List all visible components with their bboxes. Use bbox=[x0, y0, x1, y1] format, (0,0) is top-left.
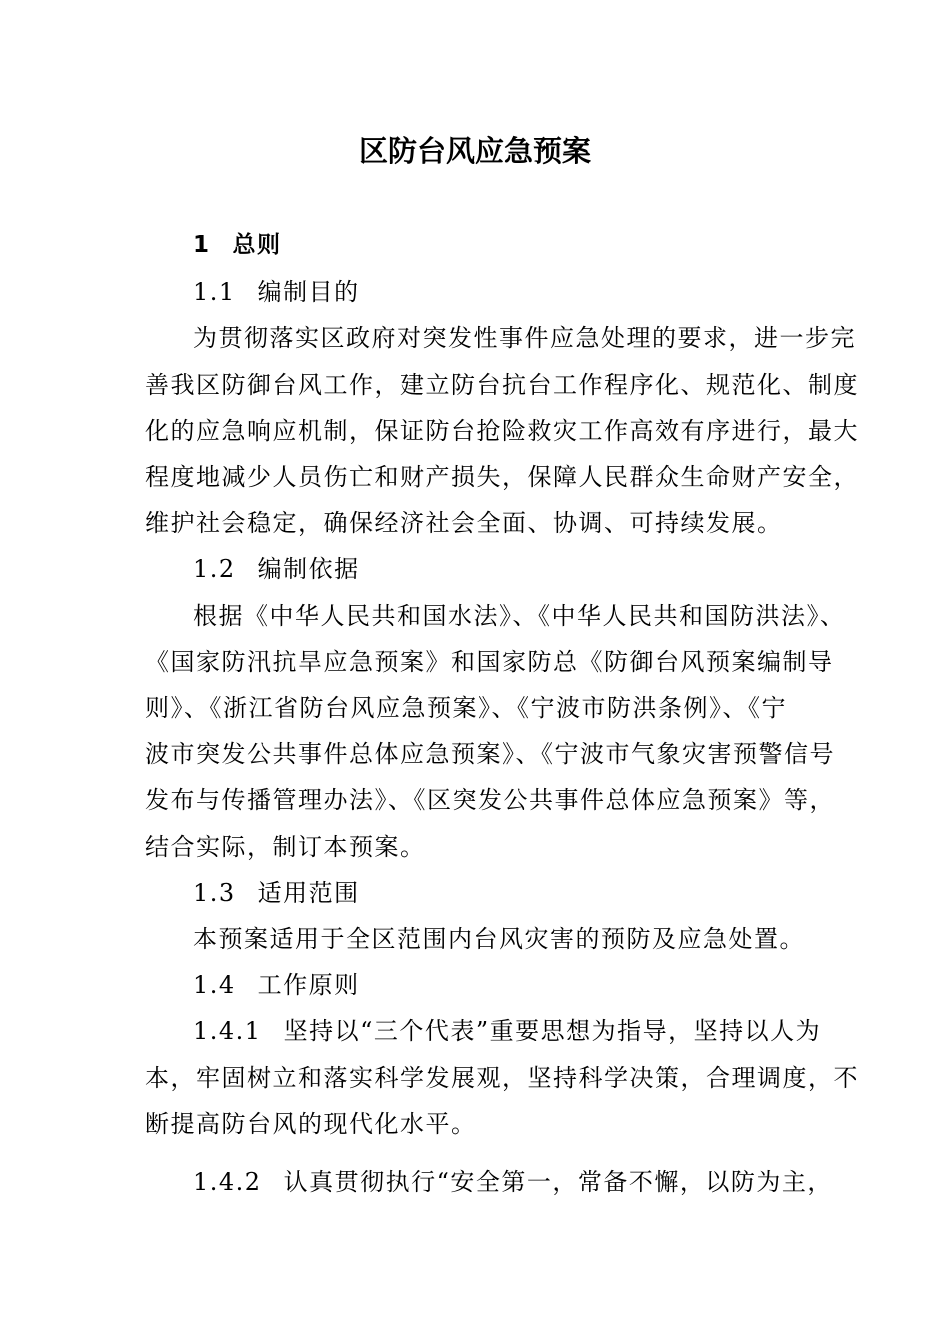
clause-number: 1.4.2 bbox=[193, 1168, 262, 1196]
subsection-title: 工作原则 bbox=[257, 971, 360, 999]
section-heading-1 bbox=[193, 225, 282, 265]
paragraph-line: 结合实际，制订本预案。 bbox=[145, 833, 426, 861]
paragraph-line: 维护社会稳定，确保经济社会全面、协调、可持续发展。 bbox=[145, 509, 783, 537]
section-title: 总则 bbox=[232, 232, 282, 258]
paragraph-line: 《国家防汛抗旱应急预案》和国家防总《防御台风预案编制导 bbox=[145, 648, 834, 676]
paragraph-line: 根据《中华人民共和国水法》、《中华人民共和国防洪法》、 bbox=[193, 602, 846, 630]
subsection-number: 1.1 bbox=[193, 278, 236, 306]
paragraph-line: 断提高防台风的现代化水平。 bbox=[145, 1110, 477, 1138]
clause-number: 1.4.1 bbox=[193, 1017, 262, 1045]
document-title: 区防台风应急预案 bbox=[358, 134, 591, 168]
subsection-heading-1-4 bbox=[193, 965, 360, 1005]
paragraph-line: 善我区防御台风工作，建立防台抗台工作程序化、规范化、制度 bbox=[145, 371, 859, 399]
paragraph-line: 认真贯彻执行“安全第一，常备不懈，以防为主， bbox=[283, 1168, 833, 1196]
paragraph-line: 波市突发公共事件总体应急预案》、《宁波市气象灾害预警信号 bbox=[145, 740, 835, 768]
paragraph-line: 则》、《浙江省防台风应急预案》、《宁波市防洪条例》、《宁 bbox=[145, 694, 787, 722]
subsection-number: 1.2 bbox=[193, 555, 236, 583]
paragraph-line: 为贯彻落实区政府对突发性事件应急处理的要求，进一步完 bbox=[193, 324, 856, 352]
subsection-title: 编制依据 bbox=[257, 555, 360, 583]
paragraph-line: 坚持以“三个代表”重要思想为指导，坚持以人为 bbox=[283, 1017, 822, 1045]
section-number: 1 bbox=[193, 232, 211, 258]
subsection-heading-1-3 bbox=[193, 873, 360, 913]
subsection-title: 编制目的 bbox=[257, 278, 360, 306]
subsection-heading-1-2 bbox=[193, 549, 360, 589]
subsection-title: 适用范围 bbox=[257, 879, 360, 907]
clause-1-4-1 bbox=[193, 1011, 821, 1051]
paragraph-line: 化的应急响应机制，保证防台抢险救灾工作高效有序进行，最大 bbox=[145, 417, 859, 445]
subsection-number: 1.3 bbox=[193, 879, 236, 907]
paragraph-line: 本，牢固树立和落实科学发展观，坚持科学决策，合理调度，不 bbox=[145, 1064, 859, 1092]
subsection-number: 1.4 bbox=[193, 971, 236, 999]
paragraph-line: 发布与传播管理办法》、《区突发公共事件总体应急预案》等， bbox=[145, 786, 835, 814]
paragraph-line: 程度地减少人员伤亡和财产损失，保障人民群众生命财产安全， bbox=[145, 463, 859, 491]
subsection-heading-1-1 bbox=[193, 272, 360, 312]
paragraph-line: 本预案适用于全区范围内台风灾害的预防及应急处置。 bbox=[193, 925, 805, 953]
clause-1-4-2 bbox=[193, 1162, 833, 1202]
